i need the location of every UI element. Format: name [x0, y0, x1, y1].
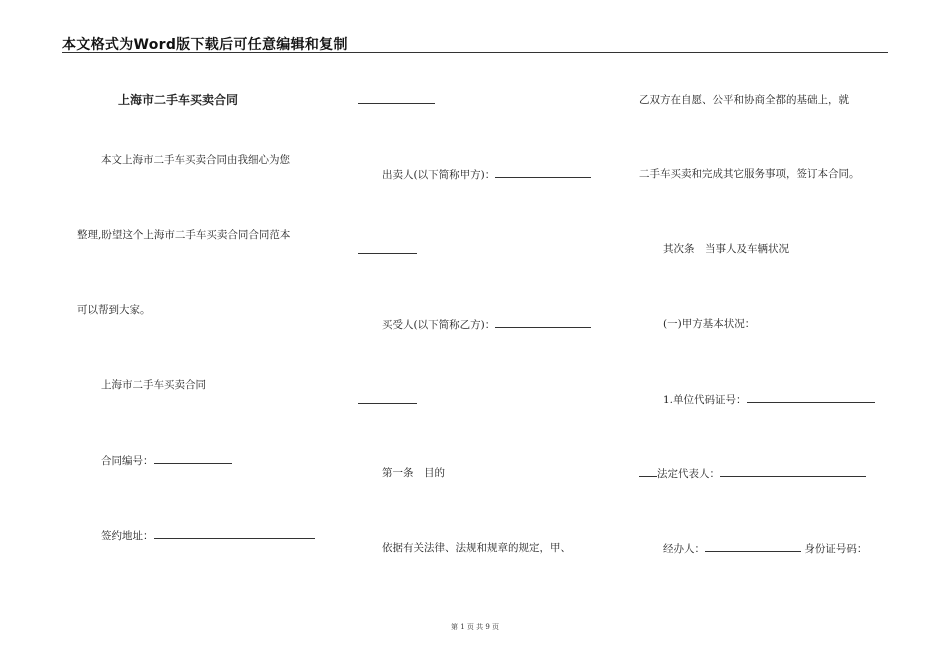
legal-rep-label: 法定代表人： [657, 468, 720, 480]
sign-place-blank [154, 528, 315, 539]
seller-blank [495, 167, 591, 178]
party-a-heading: (一)甲方基本状况： [663, 318, 756, 330]
page-number: 第 1 页 共 9 页 [450, 623, 500, 631]
basis-line: 依据有关法律、法规和规章的规定，甲、 [382, 542, 571, 554]
buyer-row [382, 317, 591, 332]
intro-line-1: 本文上海市二手车买卖合同由我细心为您 [101, 154, 290, 166]
handler-row [663, 541, 867, 556]
buyer-blank [495, 317, 591, 328]
contract-no-row [101, 453, 232, 468]
org-code-blank [747, 392, 875, 403]
handler-blank [705, 541, 801, 552]
buyer-label: 买受人(以下简称乙方)： [382, 319, 496, 331]
col3-line-1: 乙双方在自愿、公平和协商全都的基础上，就 [639, 94, 849, 106]
legal-rep-lead-blank [639, 466, 657, 477]
contract-no-blank [154, 453, 232, 464]
id-label: 身份证号码： [804, 543, 868, 555]
intro-line-2: 整理,盼望这个上海市二手车买卖合同合同范本 [77, 229, 291, 241]
org-code-label: 1.单位代码证号： [663, 394, 747, 406]
sign-place-label: 签约地址： [101, 530, 154, 542]
document-title: 上海市二手车买卖合同 [118, 93, 239, 107]
legal-rep-row [639, 466, 866, 481]
sign-place-row [101, 528, 315, 543]
blank-line-top [358, 103, 435, 104]
legal-rep-blank [720, 466, 866, 477]
contract-no-label: 合同编号： [101, 455, 154, 467]
col3-line-2: 二手车买卖和完成其它服务事项，签订本合同。 [639, 168, 860, 180]
article-2-heading: 其次条 当事人及车辆状况 [663, 243, 789, 255]
header-divider [62, 52, 888, 53]
seller-blank-continued [358, 253, 417, 254]
document-header: 本文格式为Word版下载后可任意编辑和复制 [62, 37, 348, 53]
seller-row [382, 167, 591, 182]
intro-line-3: 可以帮到大家。 [77, 304, 151, 316]
article-1-heading: 第一条 目的 [382, 467, 445, 479]
org-code-row [663, 392, 875, 407]
buyer-blank-continued [358, 403, 417, 404]
handler-label: 经办人： [663, 543, 705, 555]
seller-label: 出卖人(以下简称甲方)： [382, 169, 496, 181]
contract-name: 上海市二手车买卖合同 [101, 379, 206, 391]
